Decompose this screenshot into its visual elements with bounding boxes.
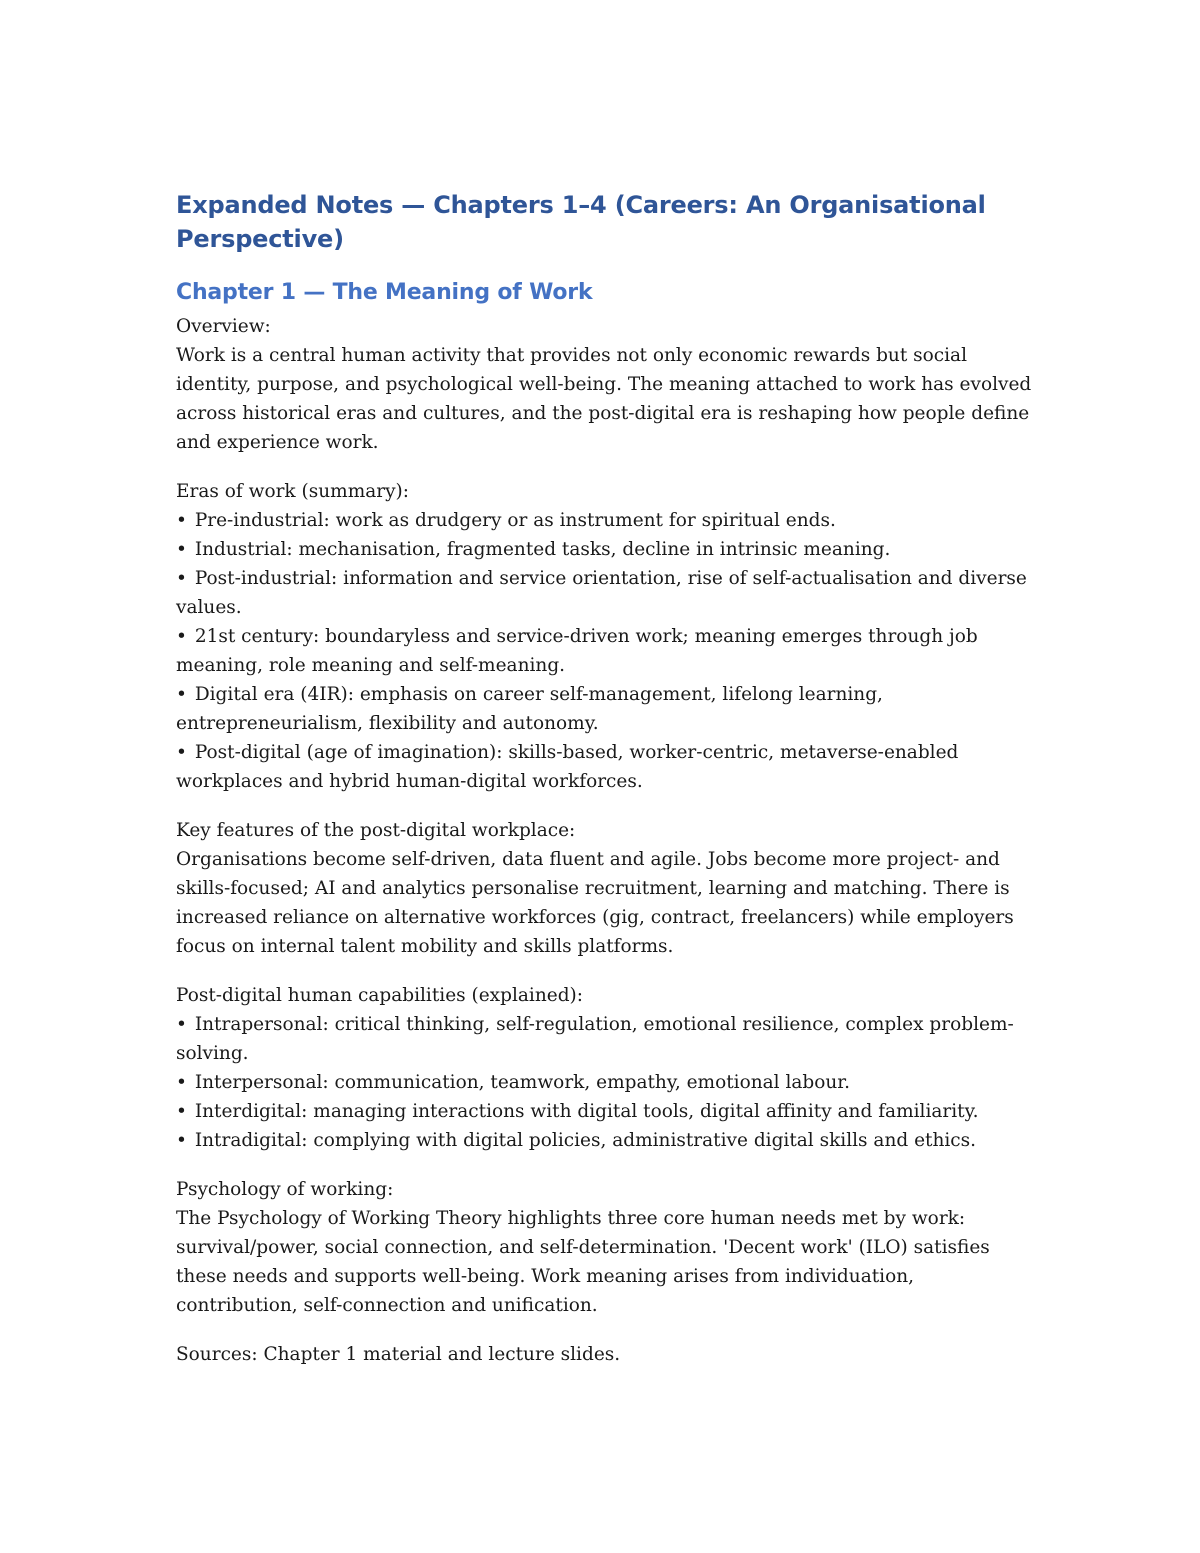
chapter-1-heading: Chapter 1 — The Meaning of Work	[176, 280, 593, 305]
list-item-text: Intrapersonal: critical thinking, self-regulation, emotional resilience, complex problem-solving.	[176, 1014, 1014, 1064]
overview-text: Work is a central human activity that provides not only economic rewards but social identity, purpose, and psychological well-being. The meaning attached to work has evolved across historical eras and cultures, and the post-digital era is reshaping how people define and experience work.	[176, 345, 1032, 453]
list-item	[176, 506, 1036, 535]
document-title: Expanded Notes — Chapters 1–4 (Careers: An Organisational Perspective)	[176, 191, 986, 253]
list-item-text: Interdigital: managing interactions with digital tools, digital affinity and familiarity.	[194, 1101, 979, 1122]
overview-label: Overview:	[176, 316, 271, 337]
document-page	[176, 188, 1036, 1389]
bullet-icon: •	[176, 1014, 187, 1035]
sources-section	[176, 1340, 1036, 1369]
list-item-text: Intradigital: complying with digital policies, administrative digital skills and ethics.	[194, 1130, 977, 1151]
list-item-text: Digital era (4IR): emphasis on career self-management, lifelong learning, entrepreneurialism, flexibility and autonomy.	[176, 684, 883, 734]
list-item	[176, 1126, 1036, 1155]
bullet-icon: •	[176, 568, 187, 589]
list-item	[176, 738, 1036, 796]
bullet-icon: •	[176, 742, 187, 763]
features-text: Organisations become self-driven, data fluent and agile. Jobs become more project- and skills-focused; AI and analytics personalise recruitment, learning and matching. There is increased reliance on alternative workforces (gig, contract, freelancers) while employers focus on internal talent mobility and skills platforms.	[176, 849, 1014, 957]
bullet-icon: •	[176, 539, 187, 560]
list-item-text: Post-industrial: information and service orientation, rise of self-actualisation and diverse values.	[176, 568, 1027, 618]
bullet-icon: •	[176, 1072, 187, 1093]
capabilities-label: Post-digital human capabilities (explained):	[176, 985, 583, 1006]
bullet-icon: •	[176, 1101, 187, 1122]
bullet-icon: •	[176, 1130, 187, 1151]
capabilities-section	[176, 981, 1036, 1155]
list-item	[176, 680, 1036, 738]
features-label: Key features of the post-digital workplace:	[176, 820, 576, 841]
list-item-text: Post-digital (age of imagination): skills-based, worker-centric, metaverse-enabled workplaces and hybrid human-digital workforces.	[176, 742, 959, 792]
eras-label: Eras of work (summary):	[176, 481, 410, 502]
eras-section	[176, 477, 1036, 796]
psychology-section	[176, 1175, 1036, 1320]
list-item	[176, 535, 1036, 564]
list-item-text: Pre-industrial: work as drudgery or as instrument for spiritual ends.	[194, 510, 836, 531]
features-section	[176, 816, 1036, 961]
sources-text: Sources: Chapter 1 material and lecture slides.	[176, 1344, 621, 1365]
list-item	[176, 1097, 1036, 1126]
list-item-text: Industrial: mechanisation, fragmented tasks, decline in intrinsic meaning.	[194, 539, 891, 560]
bullet-icon: •	[176, 626, 187, 647]
list-item	[176, 564, 1036, 622]
list-item-text: 21st century: boundaryless and service-driven work; meaning emerges through job meaning, role meaning and self-meaning.	[176, 626, 978, 676]
overview-section	[176, 312, 1036, 457]
psychology-label: Psychology of working:	[176, 1179, 394, 1200]
bullet-icon: •	[176, 510, 187, 531]
list-item	[176, 622, 1036, 680]
psychology-text: The Psychology of Working Theory highlights three core human needs met by work: survival/power, social connection, and self-determination. 'Decent work' (ILO) satisfies these needs and supports well-being. Work meaning arises from individuation, contribution, self-connection and unification.	[176, 1208, 990, 1316]
bullet-icon: •	[176, 684, 187, 705]
list-item	[176, 1010, 1036, 1068]
list-item	[176, 1068, 1036, 1097]
list-item-text: Interpersonal: communication, teamwork, empathy, emotional labour.	[194, 1072, 850, 1093]
